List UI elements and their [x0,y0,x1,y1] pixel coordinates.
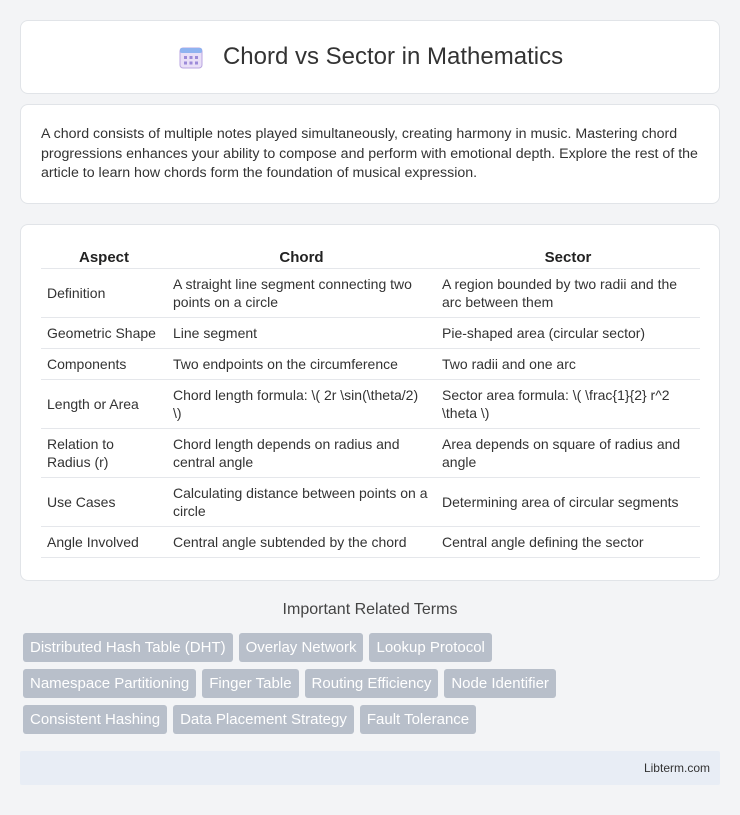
table-cell: Line segment [167,318,436,349]
table-cell: A straight line segment connecting two points on a circle [167,269,436,318]
table-cell: Sector area formula: \( \frac{1}{2} r^2 \theta \) [436,380,700,429]
intro-card [20,104,720,204]
related-terms-list [23,633,723,741]
table-row [41,380,700,429]
table-cell: Relation to Radius (r) [41,429,167,478]
table-cell: Angle Involved [41,527,167,558]
table-cell: Length or Area [41,380,167,429]
table-row [41,478,700,527]
table-row [41,527,700,558]
table-cell: Central angle subtended by the chord [167,527,436,558]
table-cell: Definition [41,269,167,318]
term-tag[interactable]: Overlay Network [239,633,364,662]
comparison-table-card [20,224,720,581]
term-tag[interactable]: Fault Tolerance [360,705,476,734]
table-row [41,429,700,478]
related-terms-title: Important Related Terms [282,601,458,618]
table-cell: Two endpoints on the circumference [167,349,436,380]
footer-site-link[interactable]: Libterm.com [643,761,710,775]
table-cell: Pie-shaped area (circular sector) [436,318,700,349]
term-tag[interactable]: Consistent Hashing [23,705,167,734]
header-aspect: Aspect [41,243,167,269]
table-header-row [41,243,700,269]
table-row [41,349,700,380]
table-cell: Chord length formula: \( 2r \sin(\theta/2) \) [167,380,436,429]
table-cell: A region bounded by two radii and the arc between them [436,269,700,318]
table-cell: Two radii and one arc [436,349,700,380]
intro-text: A chord consists of multiple notes played simultaneously, creating harmony in music. Mastering chord progressions enhances your ability to compose and perform with emotional depth. Explore the rest of the article to learn how chords form the foundation of musical expression. [41,126,698,181]
table-cell: Chord length depends on radius and central angle [167,429,436,478]
table-cell: Components [41,349,167,380]
term-tag[interactable]: Data Placement Strategy [173,705,354,734]
header-card [20,20,720,94]
term-tag[interactable]: Lookup Protocol [369,633,491,662]
term-tag[interactable]: Routing Efficiency [305,669,439,698]
table-cell: Use Cases [41,478,167,527]
table-row [41,318,700,349]
table-cell: Area depends on square of radius and angle [436,429,700,478]
term-tag[interactable]: Namespace Partitioning [23,669,196,698]
term-tag[interactable]: Finger Table [202,669,298,698]
table-cell: Calculating distance between points on a circle [167,478,436,527]
table-cell: Central angle defining the sector [436,527,700,558]
term-tag[interactable]: Node Identifier [444,669,556,698]
page-title: Chord vs Sector in Mathematics [222,43,564,70]
term-tag[interactable]: Distributed Hash Table (DHT) [23,633,233,662]
footer [20,751,720,785]
header-sector: Sector [436,243,700,269]
table-row [41,269,700,318]
calendar-grid-icon [177,43,205,71]
table-cell: Geometric Shape [41,318,167,349]
header-chord: Chord [167,243,436,269]
table-cell: Determining area of circular segments [436,478,700,527]
comparison-table [41,243,700,558]
